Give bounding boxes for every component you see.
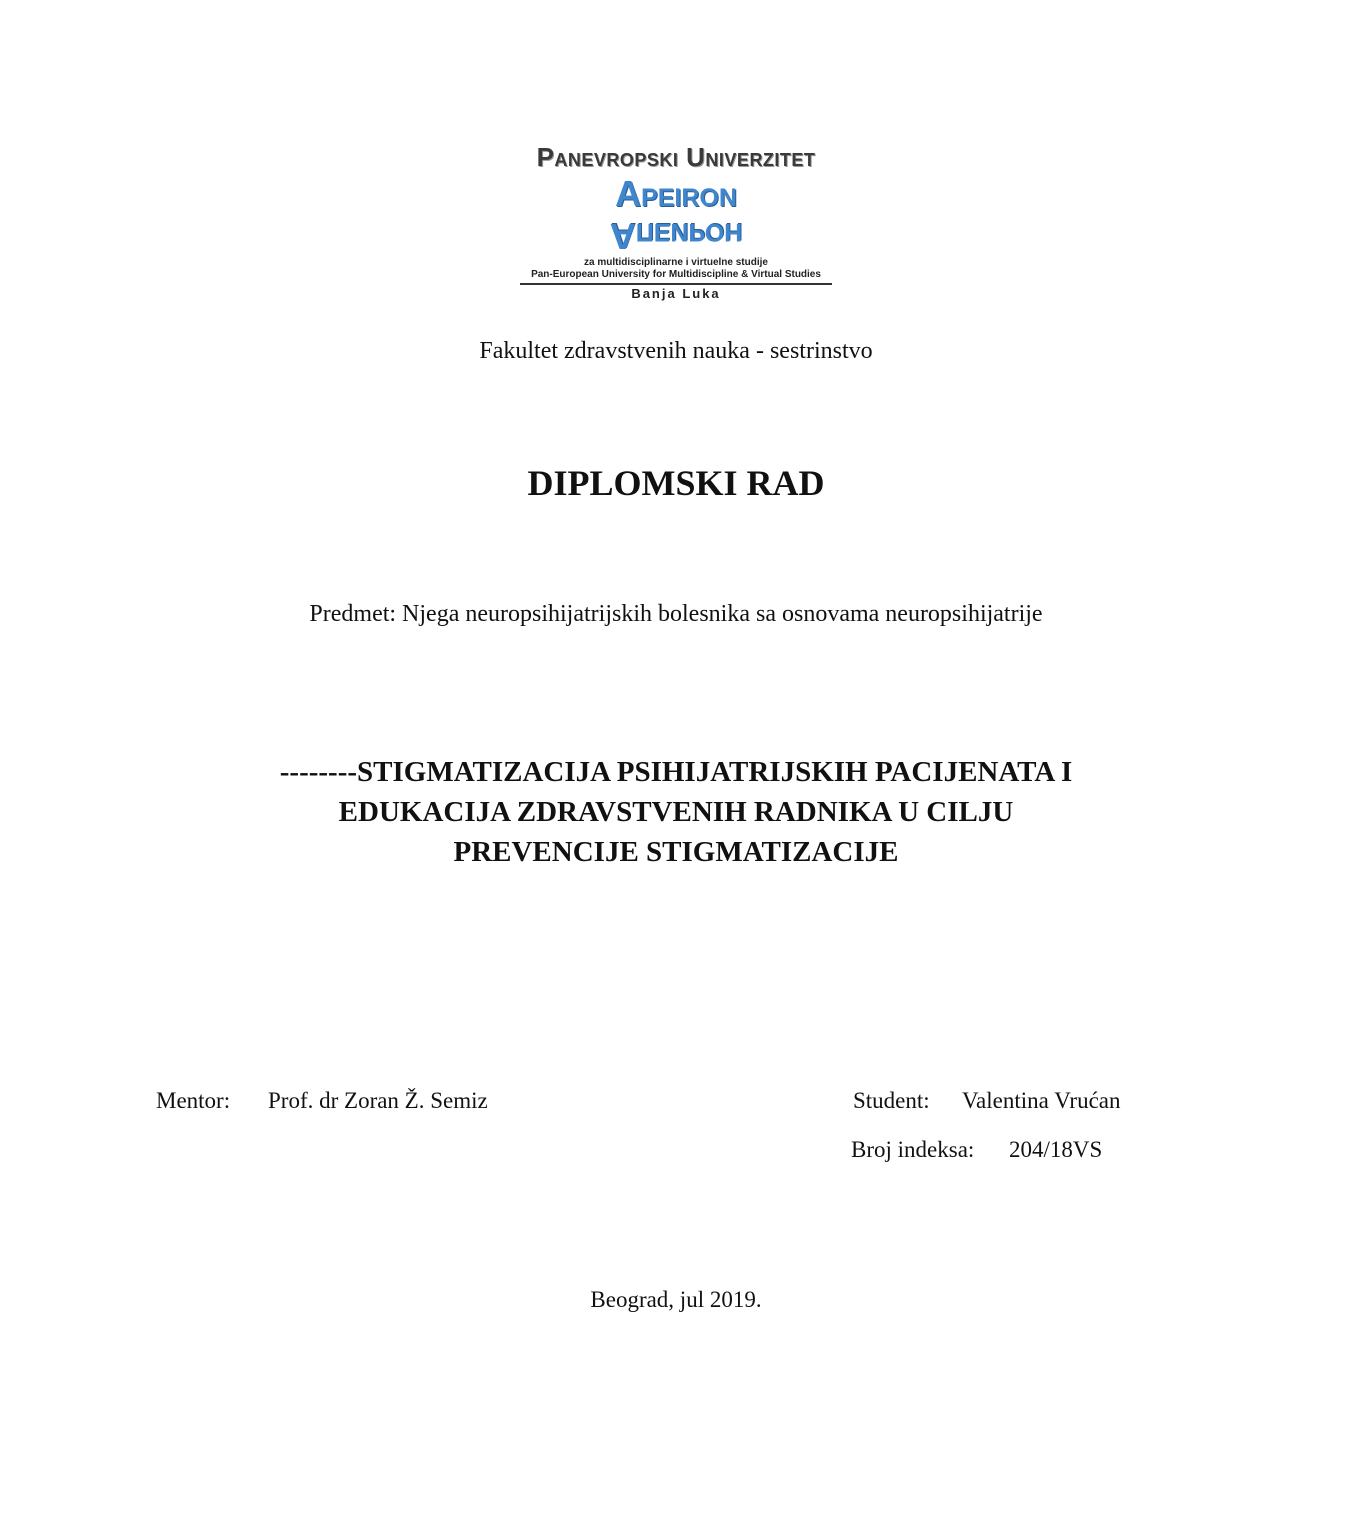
- index-number-info: [851, 1135, 1102, 1165]
- student-name: Valentina Vrućan: [962, 1088, 1121, 1113]
- thesis-title-line: --------STIGMATIZACIJA PSIHIJATRIJSKIH PACIJENATA I: [279, 756, 1073, 788]
- logo-apeiron-latin: Apeiron: [615, 173, 737, 214]
- mentor-info: [156, 1086, 488, 1116]
- thesis-title-line: PREVENCIJE STIGMATIZACIJE: [453, 836, 899, 868]
- logo-university-name: Panevropski Univerzitet: [536, 142, 816, 172]
- mentor-name: Prof. dr Zoran Ž. Semiz: [268, 1088, 488, 1113]
- logo-apeiron-cyrillic: Апеирон: [609, 216, 743, 257]
- logo-tagline-local: za multidisciplinarne i virtuelne studije: [584, 257, 768, 268]
- subject-line: Predmet: Njega neuropsihijatrijskih bolesnika sa osnovama neuropsihijatrije: [309, 601, 1043, 627]
- student-label: Student:: [853, 1088, 930, 1113]
- document-type-heading: DIPLOMSKI RAD: [527, 463, 825, 503]
- index-number-label: Broj indeksa:: [851, 1137, 975, 1162]
- logo-divider: [520, 283, 832, 285]
- logo-tagline-english: Pan-European University for Multidiscipline & Virtual Studies: [531, 269, 821, 280]
- index-number-value: 204/18VS: [1009, 1137, 1103, 1162]
- faculty-name: Fakultet zdravstvenih nauka - sestrinstvo: [479, 338, 873, 364]
- university-logo: [500, 140, 852, 305]
- place-and-date: Beograd, jul 2019.: [590, 1287, 762, 1312]
- logo-city: Banja Luka: [631, 286, 721, 301]
- student-info: [853, 1086, 1121, 1116]
- thesis-title: [0, 752, 1352, 872]
- thesis-title-line: EDUKACIJA ZDRAVSTVENIH RADNIKA U CILJU: [338, 796, 1014, 828]
- mentor-label: Mentor:: [156, 1088, 231, 1113]
